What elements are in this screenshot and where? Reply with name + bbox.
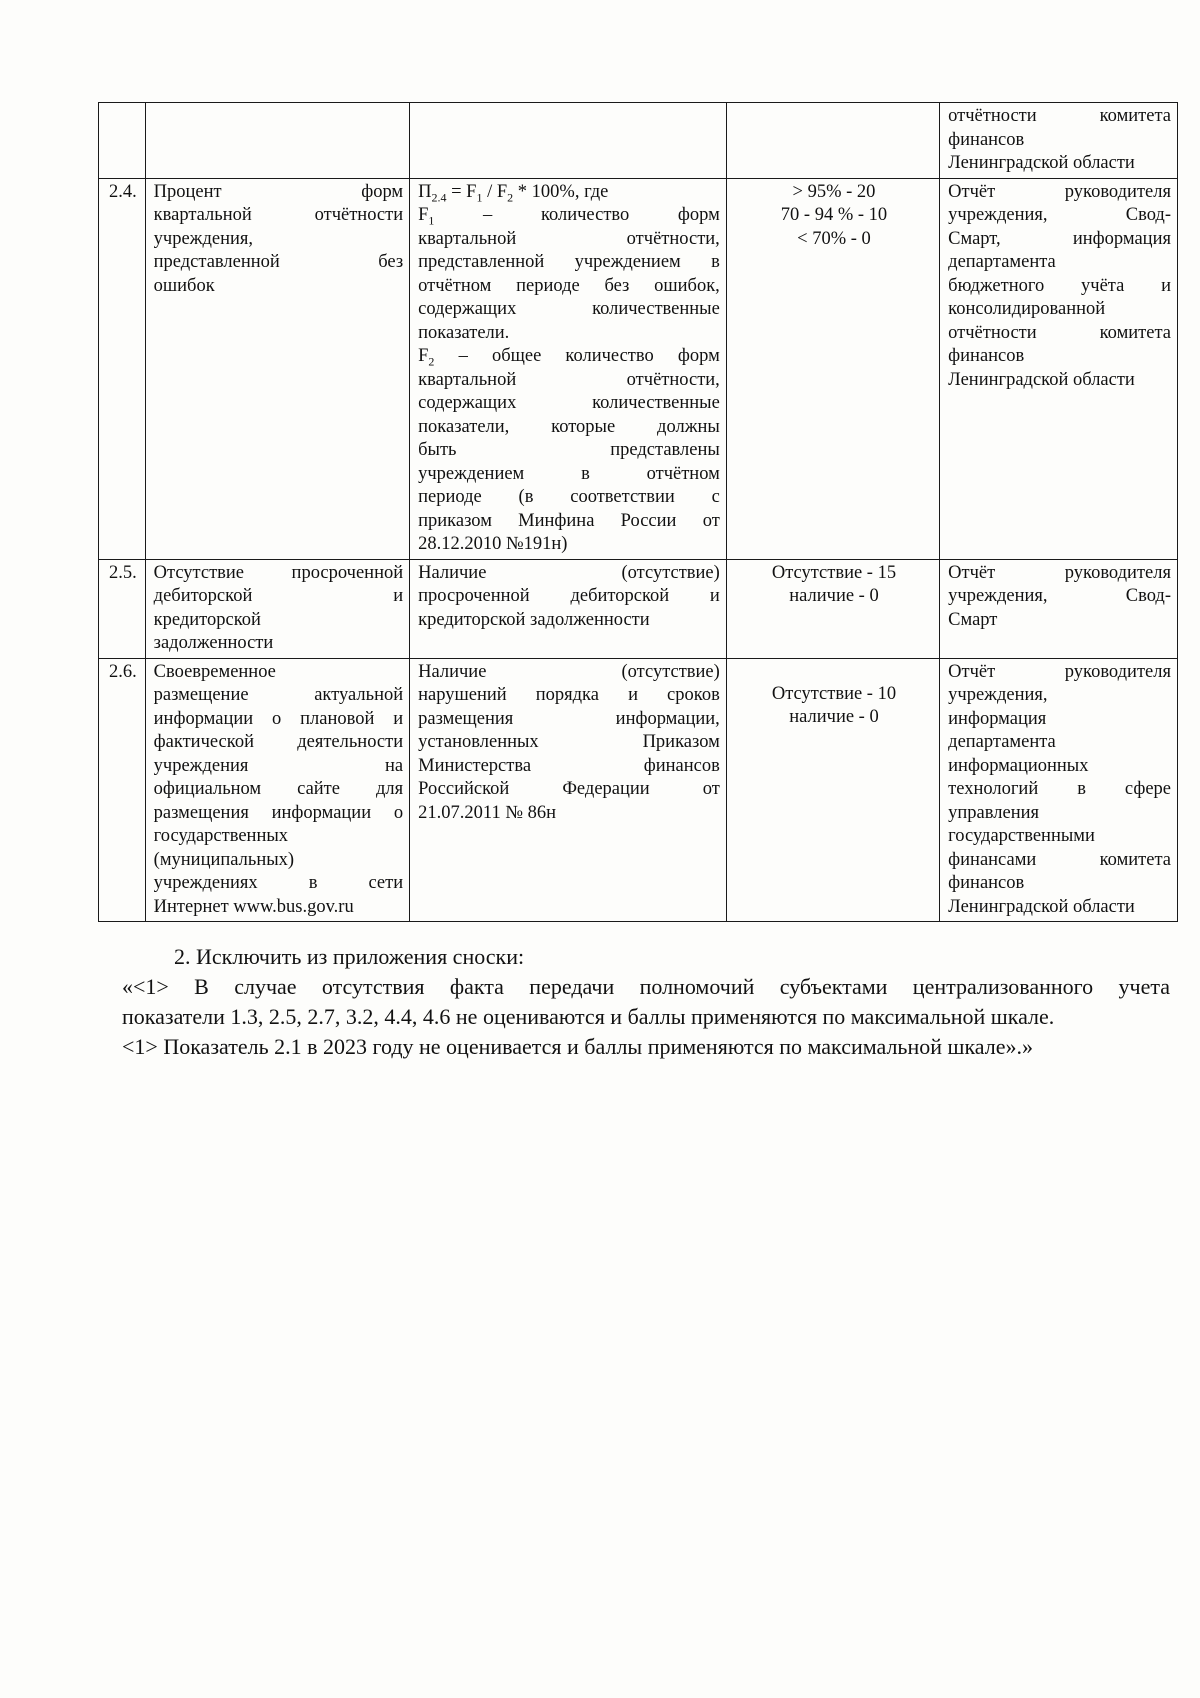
source-line: управления	[948, 802, 1040, 823]
source-line: финансов	[948, 873, 1025, 893]
formula-line: просроченной дебиторской и	[418, 586, 720, 606]
formula-line: содержащих количественные	[418, 393, 720, 413]
name-line: учреждениях в сети	[153, 873, 404, 893]
formula-line: показатели.	[418, 322, 510, 343]
formula-line: квартальной отчётности,	[418, 369, 720, 390]
formula-subscript: 1	[476, 190, 483, 205]
source-line: Смарт, информация	[948, 228, 1171, 249]
source-line: департамента	[948, 252, 1056, 272]
formula-line: кредиторской задолженности	[418, 609, 650, 630]
formula-part: = F	[446, 181, 477, 202]
formula-line: периоде (в соответствии с	[418, 487, 720, 507]
indicator-formula	[410, 658, 727, 922]
scale-line: наличие - 0	[789, 586, 879, 606]
indicator-name	[145, 178, 409, 559]
name-line: официальном сайте для	[153, 779, 404, 799]
indicator-source	[940, 658, 1178, 922]
source-line: Отчёт руководителя	[948, 181, 1171, 202]
formula-line: 21.07.2011 № 86н	[418, 802, 556, 823]
amendment-notes	[122, 942, 1170, 1062]
formula-line: содержащих количественные	[418, 299, 720, 319]
footnote-line: показатели 1.3, 2.5, 2.7, 3.2, 4.4, 4.6 не оцениваются и баллы применяются по максимальной шкале.	[122, 1004, 1055, 1029]
indicator-scale	[726, 658, 939, 922]
name-line: государственных	[153, 826, 289, 846]
indicator-formula	[410, 559, 727, 658]
footnote-line: «<1> В случае отсутствия факта передачи полномочий субъектами централизованного учета	[122, 974, 1170, 999]
formula-part: – общее количество форм	[434, 346, 720, 366]
source-line: учреждения, Свод-	[948, 586, 1171, 606]
cell-name	[145, 103, 409, 179]
name-line: учреждения,	[153, 228, 254, 249]
formula-line: установленных Приказом	[418, 732, 720, 752]
name-line: фактической деятельности	[153, 732, 404, 752]
source-line: отчётности комитета	[948, 106, 1171, 126]
indicator-name	[145, 658, 409, 922]
source-line: отчётности комитета	[948, 322, 1171, 343]
name-line: представленной без	[153, 252, 404, 272]
source-line: Ленинградской области	[948, 153, 1135, 173]
formula-line: отчётном периоде без ошибок,	[418, 275, 720, 296]
source-line: Ленинградской области	[948, 896, 1135, 917]
indicator-source	[940, 178, 1178, 559]
row-number: 2.6.	[99, 658, 146, 922]
name-line: задолженности	[153, 633, 274, 653]
name-line: учреждения на	[153, 755, 404, 776]
name-line: Процент форм	[153, 181, 404, 202]
formula-part: – количество форм	[434, 205, 720, 225]
formula-line: представленной учреждением в	[418, 252, 720, 272]
row-number: 2.5.	[99, 559, 146, 658]
indicator-formula	[410, 178, 727, 559]
name-line: информации о плановой и	[153, 708, 404, 729]
cell-formula	[410, 103, 727, 179]
scale-line: < 70% - 0	[797, 228, 871, 249]
name-line: размещения информации о	[153, 802, 404, 823]
table-row-2-5	[99, 559, 1178, 658]
source-line: департамента	[948, 732, 1056, 752]
name-line: Интернет www.bus.gov.ru	[153, 896, 354, 917]
table-row-2-6	[99, 658, 1178, 922]
formula-part: * 100%, где	[513, 181, 609, 202]
formula-line: учреждением в отчётном	[418, 463, 720, 484]
variable-label: F	[418, 346, 429, 366]
scale-line: наличие - 0	[789, 707, 879, 727]
formula-line: Наличие (отсутствие)	[418, 562, 720, 583]
formula-line: нарушений порядка и сроков	[418, 685, 720, 705]
indicator-source	[940, 559, 1178, 658]
source-line: государственными	[948, 826, 1095, 846]
indicators-table	[98, 102, 1178, 922]
table-row-2-4	[99, 178, 1178, 559]
indicator-scale	[726, 178, 939, 559]
scale-line: 70 - 94 % - 10	[780, 205, 888, 225]
formula-line: приказом Минфина России от	[418, 510, 720, 531]
formula-line	[418, 181, 720, 205]
name-line: квартальной отчётности	[153, 205, 404, 225]
formula-line: размещения информации,	[418, 708, 720, 729]
row-number: 2.4.	[99, 178, 146, 559]
formula-subscript: 2	[507, 190, 514, 205]
source-line: информация	[948, 708, 1047, 729]
footnote-line: <1> Показатель 2.1 в 2023 году не оценивается и баллы применяются по максимальной шкале».»	[122, 1034, 1034, 1059]
name-line: ошибок	[153, 275, 215, 296]
source-line: Отчёт руководителя	[948, 562, 1171, 583]
source-line: Отчёт руководителя	[948, 661, 1171, 682]
name-line: размещение актуальной	[153, 685, 404, 705]
formula-subscript: 1	[428, 213, 435, 228]
source-line: технологий в сфере	[948, 779, 1171, 799]
formula-symbol: П	[418, 181, 432, 202]
formula-line: показатели, которые должны	[418, 416, 720, 437]
formula-line: 28.12.2010 №191н)	[418, 534, 568, 554]
formula-line: быть представлены	[418, 440, 720, 460]
scale-line: Отсутствие - 10	[771, 683, 897, 704]
name-line: дебиторской и	[153, 586, 404, 606]
formula-line	[418, 345, 720, 369]
formula-line	[418, 204, 720, 228]
variable-label: F	[418, 205, 429, 225]
scale-line: > 95% - 20	[792, 181, 876, 202]
source-line: Смарт	[948, 609, 998, 630]
indicator-scale	[726, 559, 939, 658]
source-line: информационных	[948, 755, 1089, 776]
name-line: Своевременное	[153, 661, 276, 682]
source-line: финансов	[948, 346, 1025, 366]
name-line: Отсутствие просроченной	[153, 562, 404, 583]
source-line: учреждения,	[948, 685, 1048, 705]
indicator-name	[145, 559, 409, 658]
source-line: Ленинградской области	[948, 369, 1135, 390]
formula-line: квартальной отчётности,	[418, 228, 720, 249]
item-2-heading: 2. Исключить из приложения сноски:	[174, 944, 525, 969]
cell-source	[940, 103, 1178, 179]
source-line: учреждения, Свод-	[948, 205, 1171, 225]
name-line: кредиторской	[153, 609, 261, 630]
cell-num	[99, 103, 146, 179]
formula-subscript: 2	[428, 354, 435, 369]
source-line: финансами комитета	[948, 849, 1171, 870]
table-row-continuation	[99, 103, 1178, 179]
formula-line: Министерства финансов	[418, 755, 720, 776]
formula-subscript: 2.4	[431, 190, 447, 205]
formula-part: / F	[482, 181, 508, 202]
cell-scale	[726, 103, 939, 179]
formula-line: Наличие (отсутствие)	[418, 661, 720, 682]
name-line: (муниципальных)	[153, 849, 295, 870]
scale-line: Отсутствие - 15	[771, 562, 897, 583]
source-line: бюджетного учёта и	[948, 275, 1171, 296]
formula-line: Российской Федерации от	[418, 779, 720, 799]
source-line: финансов	[948, 129, 1025, 150]
source-line: консолидированной	[948, 299, 1106, 319]
